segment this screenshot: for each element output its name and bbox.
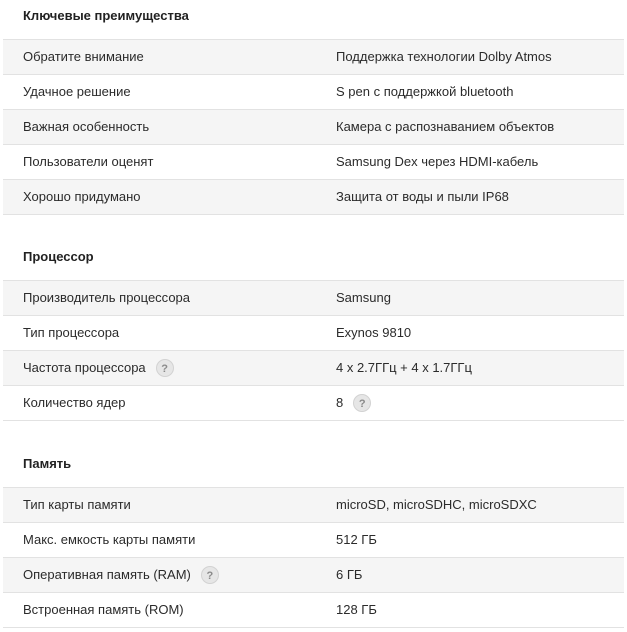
spec-value-text: 8 <box>336 395 344 410</box>
spec-value: Samsung Dex через HDMI-кабель <box>336 154 539 169</box>
spec-value: Защита от воды и пыли IP68 <box>336 189 509 204</box>
spec-table <box>3 280 624 421</box>
spec-name: Обратите внимание <box>23 49 144 64</box>
spec-value: microSD, microSDHC, microSDXC <box>336 497 537 512</box>
spec-value: Samsung <box>336 290 391 305</box>
spec-value: Поддержка технологии Dolby Atmos <box>336 49 552 64</box>
table-row <box>3 316 624 351</box>
spec-name: Пользователи оценят <box>23 154 154 169</box>
spec-table <box>3 39 624 215</box>
table-row <box>3 488 624 523</box>
section-title: Память <box>23 456 72 471</box>
spec-name: Встроенная память (ROM) <box>23 602 184 617</box>
help-question-icon[interactable]: ? <box>156 359 174 377</box>
spec-table <box>3 487 624 628</box>
spec-name: Удачное решение <box>23 84 131 99</box>
spec-value: 512 ГБ <box>336 532 377 547</box>
table-row <box>3 593 624 628</box>
spec-name: Макс. емкость карты памяти <box>23 532 196 547</box>
table-row <box>3 110 624 145</box>
spec-value <box>336 386 371 420</box>
table-row <box>3 558 624 593</box>
table-row <box>3 351 624 386</box>
spec-name: Важная особенность <box>23 119 150 134</box>
spec-name: Тип процессора <box>23 325 120 340</box>
spec-value: S pen с поддержкой bluetooth <box>336 84 514 99</box>
spec-value: 6 ГБ <box>336 567 363 582</box>
table-row <box>3 180 624 215</box>
spec-name-text: Оперативная память (RAM) <box>23 567 191 582</box>
spec-name-text: Частота процессора <box>23 360 146 375</box>
spec-value: Exynos 9810 <box>336 325 412 340</box>
table-row <box>3 145 624 180</box>
spec-name <box>23 558 219 592</box>
spec-name: Количество ядер <box>23 395 126 410</box>
section-title: Ключевые преимущества <box>23 8 189 23</box>
table-row <box>3 40 624 75</box>
table-row <box>3 75 624 110</box>
spec-name: Производитель процессора <box>23 290 191 305</box>
section-title: Процессор <box>23 249 94 264</box>
table-row <box>3 281 624 316</box>
spec-name <box>23 351 174 385</box>
spec-value: 128 ГБ <box>336 602 377 617</box>
table-row <box>3 386 624 421</box>
spec-value: 4 x 2.7ГГц + 4 x 1.7ГГц <box>336 360 472 375</box>
spec-name: Тип карты памяти <box>23 497 131 512</box>
help-question-icon[interactable]: ? <box>353 394 371 412</box>
spec-name: Хорошо придумано <box>23 189 141 204</box>
table-row <box>3 523 624 558</box>
spec-value: Камера с распознаванием объектов <box>336 119 555 134</box>
help-question-icon[interactable]: ? <box>201 566 219 584</box>
